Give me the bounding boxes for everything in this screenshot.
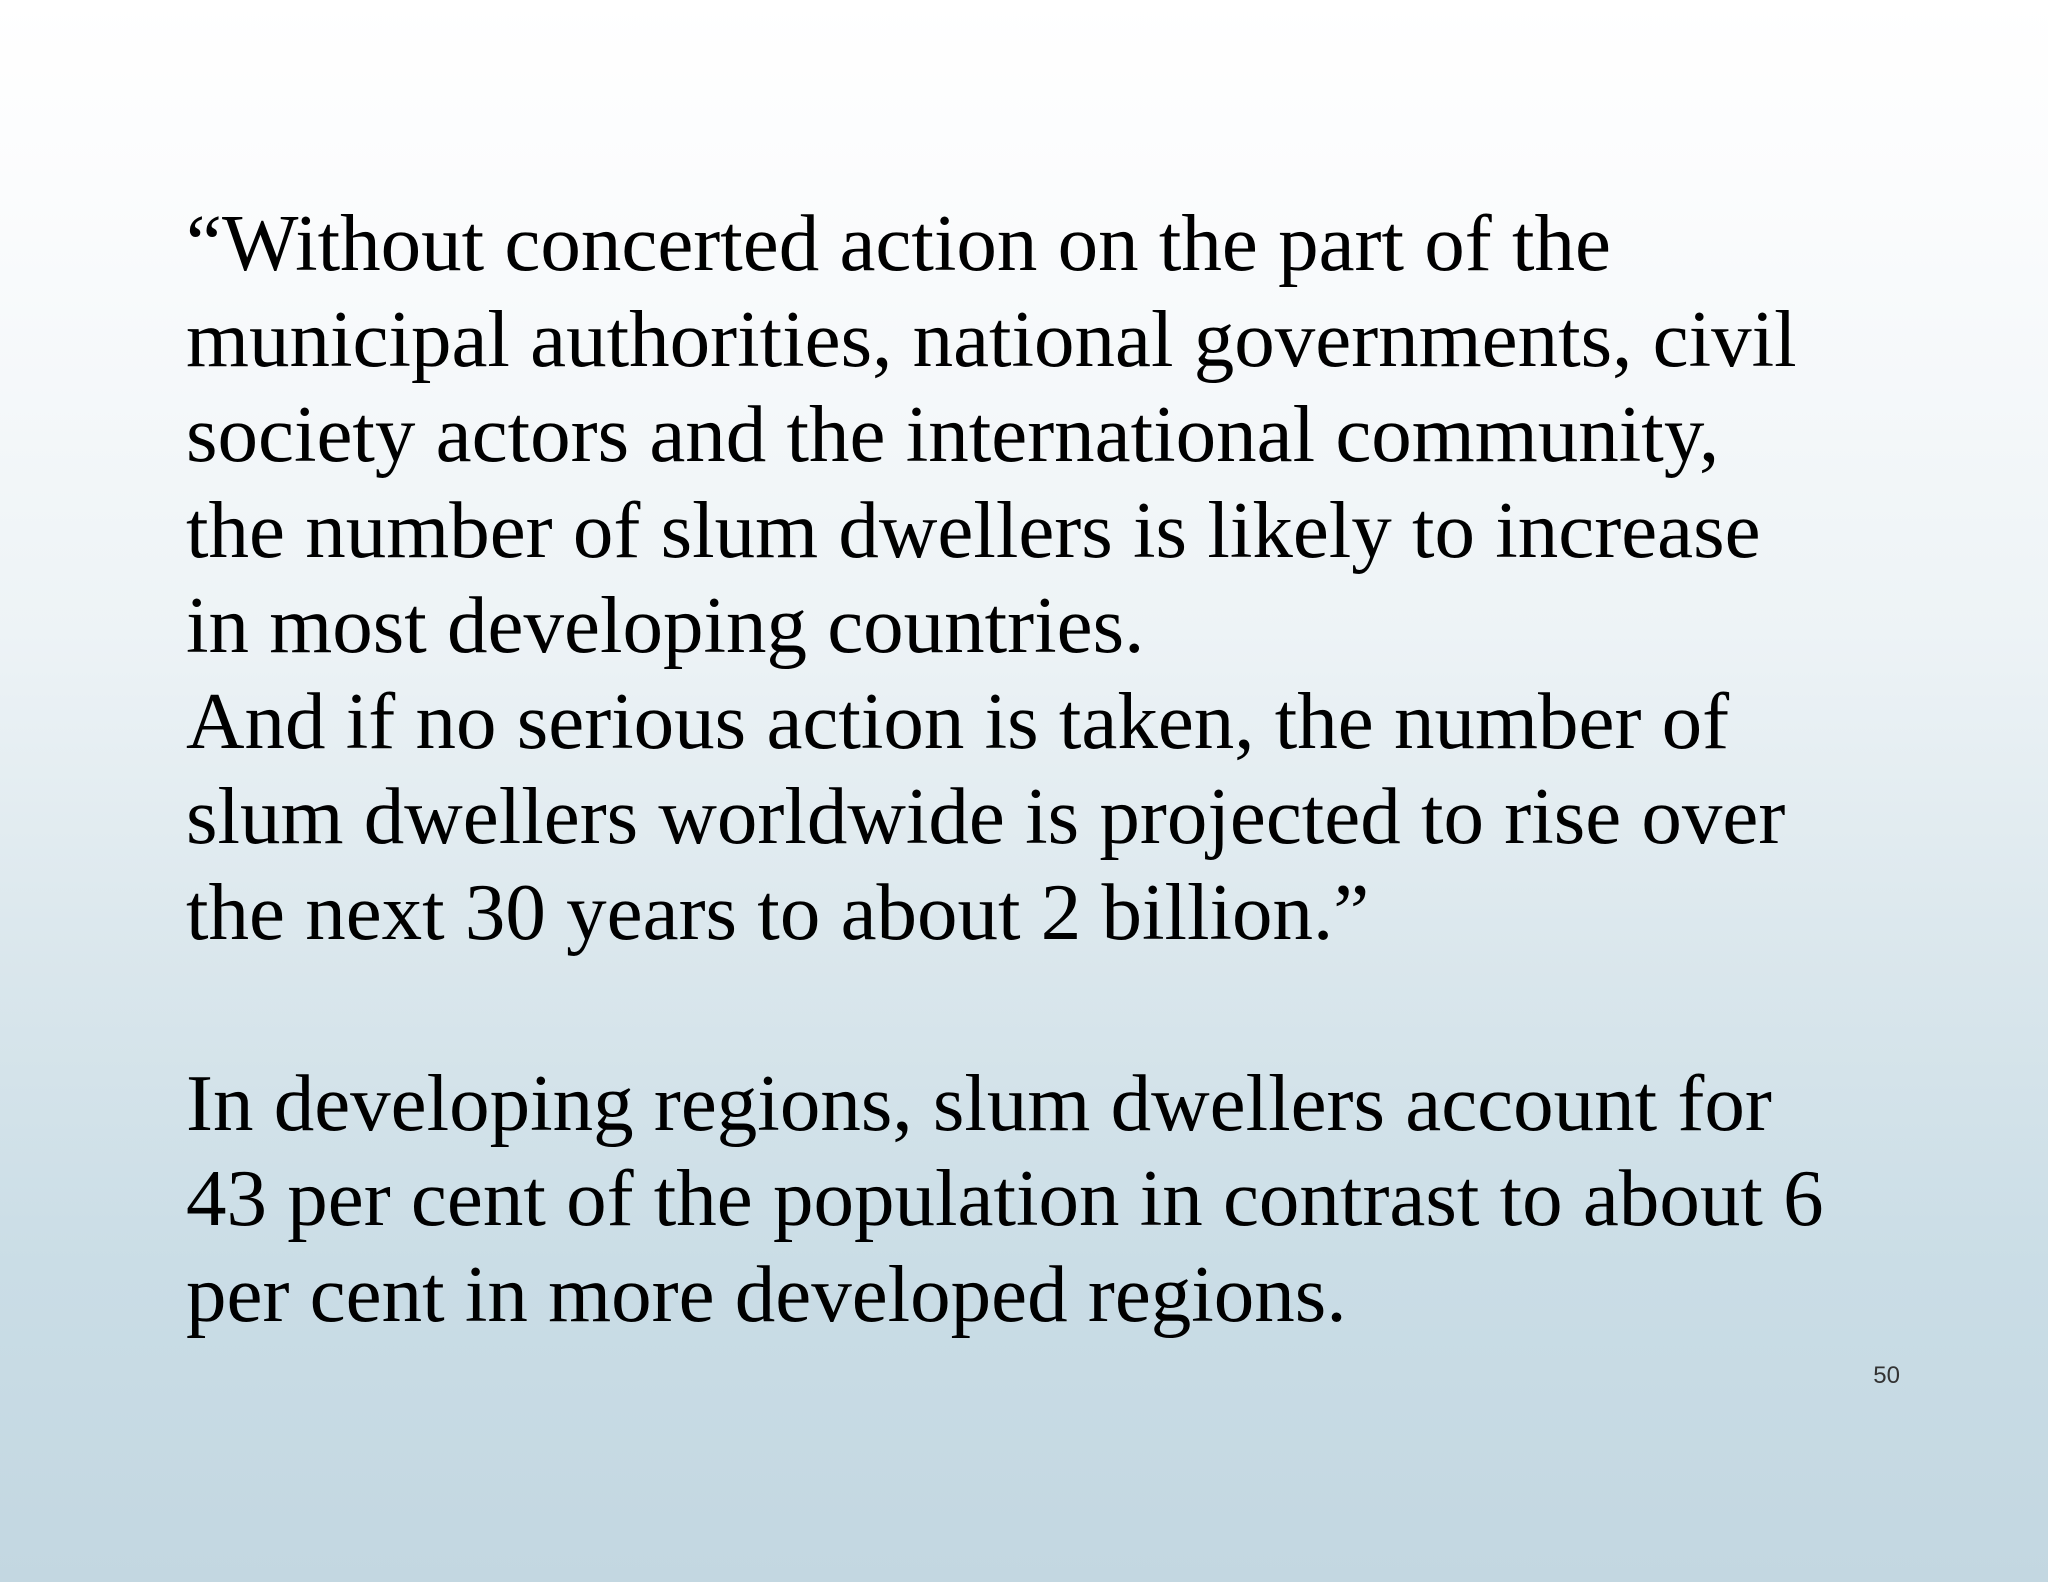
quote-line: the next 30 years to about 2 billion.”	[186, 866, 1370, 957]
slide-body	[186, 196, 1986, 1342]
statement-line: 43 per cent of the population in contrast to about 6	[186, 1153, 1824, 1243]
page-number: 50	[1873, 1362, 1900, 1389]
quote-line: And if no serious action is taken, the number of	[186, 675, 1730, 766]
quote-line: “Without concerted action on the part of the	[186, 198, 1611, 288]
quote-line: the number of slum dwellers is likely to increase	[186, 484, 1761, 575]
quote-line: slum dwellers worldwide is projected to rise over	[186, 771, 1786, 861]
statement-paragraph	[186, 1056, 1986, 1343]
statement-line: per cent in more developed regions.	[186, 1248, 1347, 1339]
quote-paragraph	[186, 196, 1986, 960]
quote-line: municipal authorities, national governments, civil	[186, 293, 1797, 384]
quote-line: in most developing countries.	[186, 580, 1145, 670]
statement-line: In developing regions, slum dwellers account for	[186, 1057, 1772, 1148]
quote-line: society actors and the international community,	[186, 389, 1720, 479]
